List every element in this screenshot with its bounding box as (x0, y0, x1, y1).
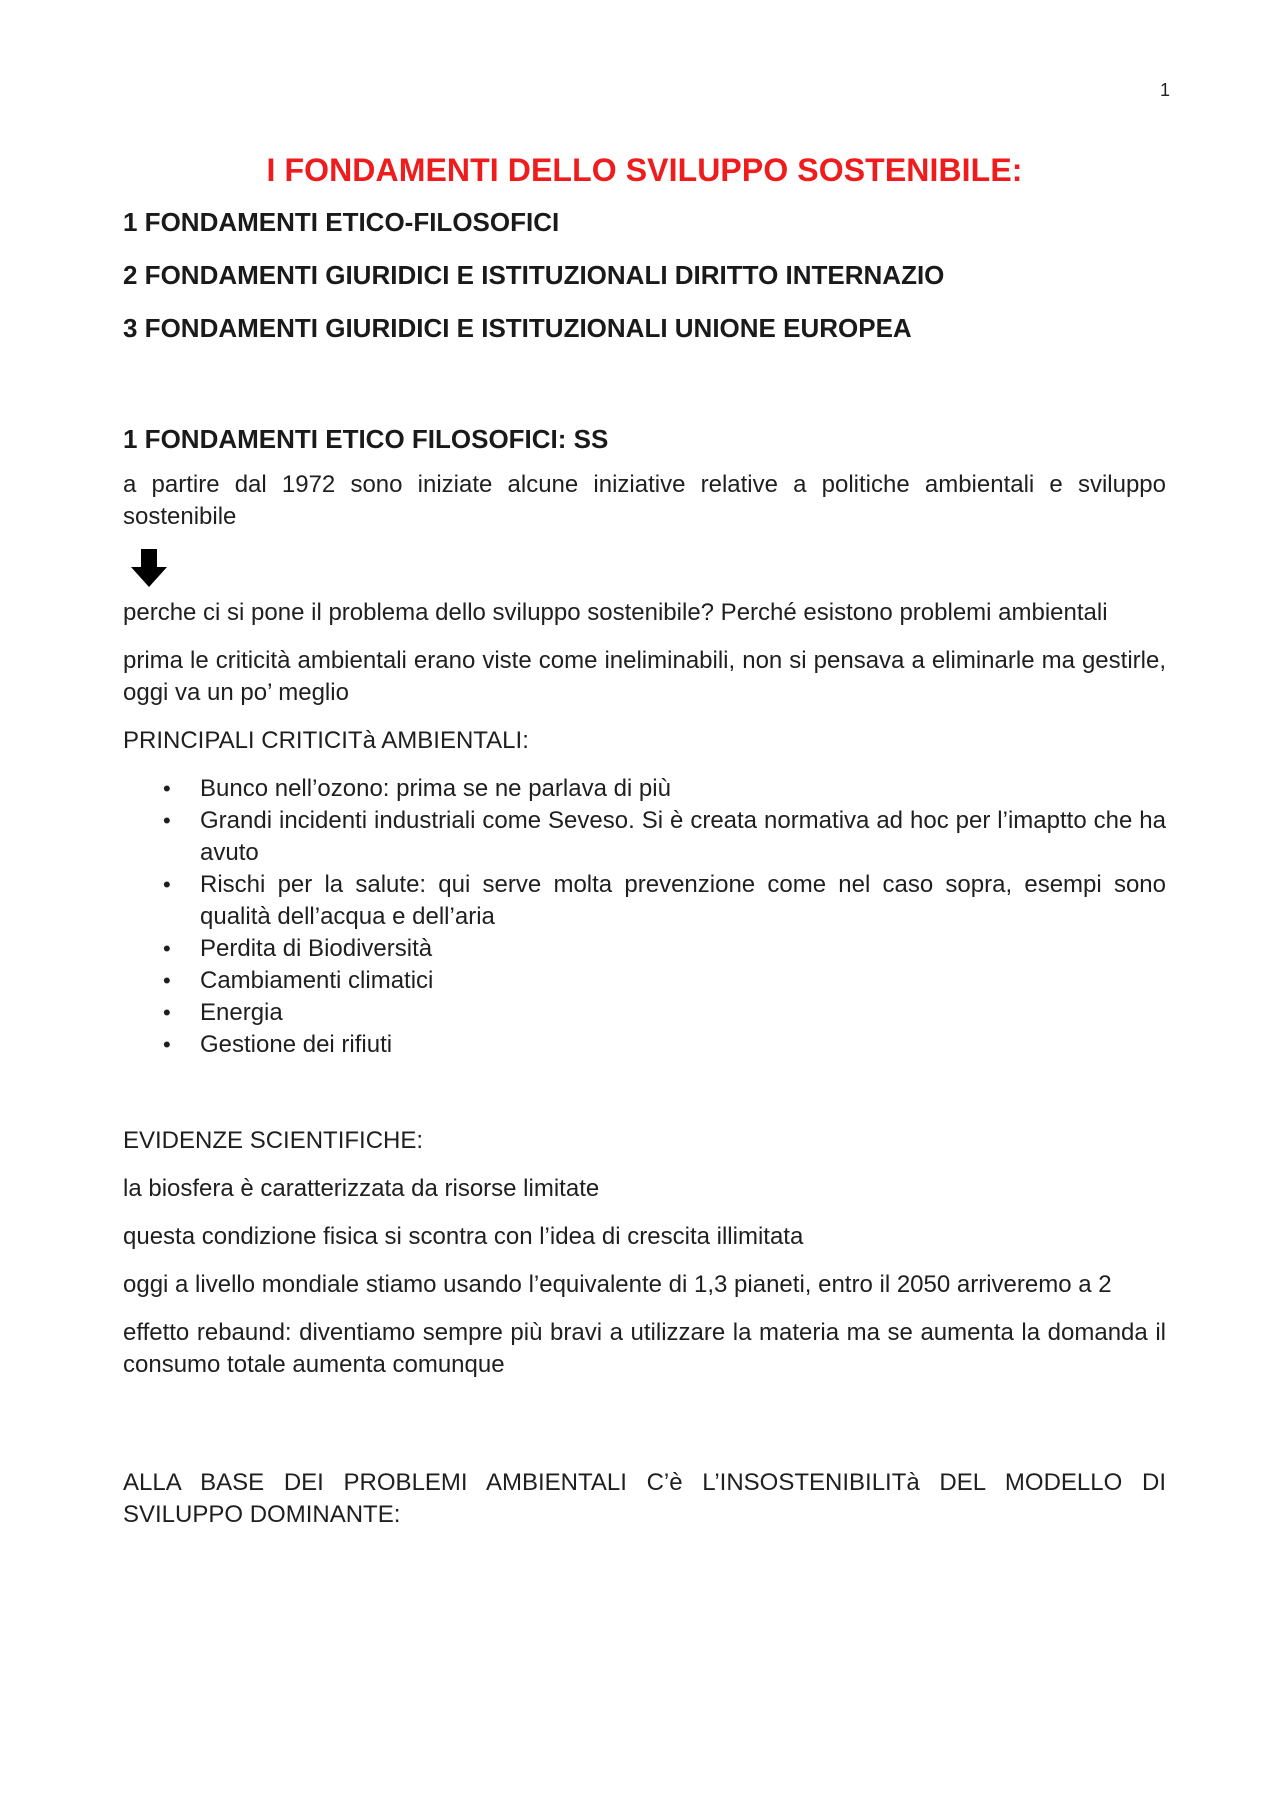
list-item: • Perdita di Biodiversità (123, 933, 1166, 965)
toc-item-2: 2 FONDAMENTI GIURIDICI E ISTITUZIONALI DIRITTO INTERNAZIO (123, 260, 945, 290)
criticita-label: PRINCIPALI CRITICITà AMBIENTALI: (123, 727, 529, 754)
conclusion-paragraph: ALLA BASE DEI PROBLEMI AMBIENTALI C’è L’INSOSTENIBILITà DEL MODELLO DI SVILUPPO DOMINANTE: (123, 1469, 1166, 1528)
bullet-icon: • (163, 1032, 171, 1057)
evidenze-paragraph-1: la biosfera è caratterizzata da risorse limitate (123, 1175, 600, 1202)
criticita-list (123, 773, 1166, 1061)
down-arrow-icon (131, 549, 167, 587)
evidenze-label: EVIDENZE SCIENTIFICHE: (123, 1127, 424, 1154)
intro-paragraph: a partire dal 1972 sono iniziate alcune iniziative relative a politiche ambientali e sviluppo sostenibile (123, 471, 1166, 530)
list-item: • Gestione dei rifiuti (123, 1029, 1166, 1061)
list-item: • Energia (123, 997, 1166, 1029)
bullet-icon: • (163, 1000, 171, 1025)
bullet-icon: • (163, 936, 171, 961)
spacer (123, 1061, 1166, 1125)
spacer (123, 1397, 1166, 1467)
list-item: • Grandi incidenti industriali come Seveso. Si è creata normativa ad hoc per l’imaptto che ha avuto (163, 807, 1166, 866)
page-content (123, 152, 1166, 1547)
bullet-icon: • (163, 872, 171, 897)
why-paragraph: perche ci si pone il problema dello sviluppo sostenibile? Perché esistono problemi ambientali (123, 599, 1108, 626)
evidenze-paragraph-3: oggi a livello mondiale stiamo usando l’equivalente di 1,3 pianeti, entro il 2050 arriveremo a 2 (123, 1271, 1112, 1298)
bullet-icon: • (163, 968, 171, 993)
before-paragraph: prima le criticità ambientali erano viste come ineliminabili, non si pensava a eliminarle ma gestirle, oggi va un po’ meglio (123, 647, 1166, 706)
list-item: • Cambiamenti climatici (123, 965, 1166, 997)
toc-item-3: 3 FONDAMENTI GIURIDICI E ISTITUZIONALI UNIONE EUROPEA (123, 313, 912, 343)
section-heading: 1 FONDAMENTI ETICO FILOSOFICI: SS (123, 424, 609, 454)
evidenze-paragraph-2: questa condizione fisica si scontra con l’idea di crescita illimitata (123, 1223, 804, 1250)
document-title: I FONDAMENTI DELLO SVILUPPO SOSTENIBILE: (266, 152, 1023, 188)
list-item: • Rischi per la salute: qui serve molta prevenzione come nel caso sopra, esempi sono qualità dell’acqua e dell’aria (163, 871, 1166, 930)
evidenze-paragraph-4: effetto rebaund: diventiamo sempre più bravi a utilizzare la materia ma se aumenta la domanda il consumo totale aumenta comunque (123, 1319, 1166, 1378)
toc-item-1: 1 FONDAMENTI ETICO-FILOSOFICI (123, 207, 560, 237)
bullet-icon: • (163, 808, 171, 833)
page-number: 1 (1159, 80, 1170, 100)
list-item: • Bunco nell’ozono: prima se ne parlava di più (123, 773, 1166, 805)
bullet-icon: • (163, 776, 171, 801)
